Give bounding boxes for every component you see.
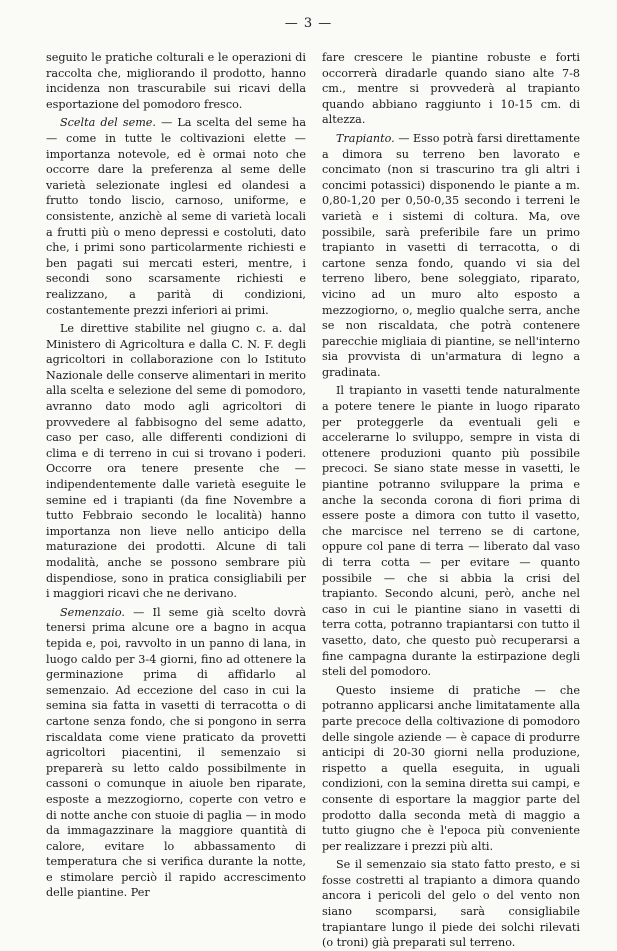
paragraph-early-seedbed: Se il semenzaio sia stato fatto presto, e si fosse costretti al trapianto a dimora quando ancora i pericoli del gelo o del vento non siano scomparsi, sarà consigliabile trapiantare lungo il piede dei solchi rilevati (o troni) già preparati sul terreno. [322,858,580,950]
paragraph-pot-transplant: Il trapianto in vasetti tende naturalmente a potere tenere le piante in luogo riparato per proteggerle da eventuali geli e accelerarne lo sviluppo, sempre in vista di ottenere produzioni quanto più possibile precoci. Se siano state messe in vasetti, le piantine potranno sviluppare la prima e anche la seconda corona di fiori prima di essere poste a dimora con tutto il vasetto, che marcisce nel terreno se di cartone, oppure col pane di terra — liberato dal vaso di terra cotta — per evitare — quanto possibile — che si abbia la crisi del trapianto. Secondo alcuni, però, anche nel caso in cui le piantine siano in vasetti di terra cotta, potranno trapiantarsi con tutto il vasetto, dato, che questo può recuperarsi a fine campagna durante la estirpazione degli steli del pomodoro. [322,384,580,679]
paragraph-intro-continued: seguito le pratiche colturali e le operazioni di raccolta che, migliorando il prodotto, hanno incidenza non trascurabile sui ricavi della esportazione del pomodoro fresco. [46,51,306,111]
paragraph-seedbed-continued: fare crescere le piantine robuste e forti occorrerà diradarle quando siano alte 7-8 cm., mentre si provvederà al trapianto quando abbiano raggiunto i 10-15 cm. di altezza. [322,51,580,127]
paragraph-seedbed [46,605,306,901]
paragraph-transplant [322,131,580,381]
heading-seedbed: Semenzaio. [60,605,125,619]
text-seed-choice: — La scelta del seme ha — come in tutte le coltivazioni elette — importanza notevole, ed è ormai noto che occorre dare la preferenza al seme delle varietà selezionate inglesi ed olandesi a frutto tondo liscio, carnoso, uniforme, e consistente, anzichè al seme di varietà locali a frutti più o meno depressi e costoluti, dato che, i primi sono particolarmente richiesti e ben pagati sui mercati esteri, mentre, i secondi sono scarsamente richiesti e realizzano, a parità di condizioni, costantemente prezzi inferiori ai primi. [46,116,306,317]
heading-transplant: Trapianto. [336,131,395,145]
text-seedbed: — Il seme già scelto dovrà tenersi prima alcune ore a bagno in acqua tepida e, poi, ravvolto in un panno di lana, in luogo caldo per 3-4 giorni, fino ad ottenere la germinazione prima di affidarlo al semenzaio. Ad eccezione del caso in cui la semina sia fatta in vasetti di terracotta o di cartone senza fondo, che si pongono in serra riscaldata come viene praticato da provetti agricoltori piacentini, il semenzaio si preparerà su letto caldo possibilmente in cassoni o comunque in aiuole ben riparate, esposte a mezzogiorno, coperte con vetro e di notte anche con stuoie di paglia — in modo da immagazzinare la maggiore quantità di calore, evitare lo abbassamento di temperatura che si verifica durante la notte, e stimolare perciò il rapido accrescimento delle piantine. Per [46,605,306,900]
heading-seed-choice: Scelta del seme. [60,116,156,130]
text-transplant: — Esso potrà farsi direttamente a dimora su terreno ben lavorato e concimato (non si trascurino tra gli altri i concimi potassici) disponendo le piante a m. 0,80-1,20 per 0,50-0,35 secondo i terreni le varietà e i sistemi di coltura. Ma, ove possibile, sarà preferibile fare un primo trapianto in vasetti di terracotta, o di cartone senza fondo, quando vi sia del terreno libero, bene soleggiato, riparato, vicino ad un muro alto esposto a mezzogiorno, o, meglio qualche serra, anche se non riscaldata, che potrà contenere parecchie migliaia di piantine, se nell'interno sia provvista di un'armatura di legno a gradinata. [322,131,580,379]
page-number: — 3 — [284,16,333,31]
paragraph-directives: Le direttive stabilite nel giugno c. a. dal Ministero di Agricoltura e dalla C. N. F. degli agricoltori in collaborazione con lo Istituto Nazionale delle conserve alimentari in merito alla scelta e selezione del seme di pomodoro, avranno dato modo agli agricoltori di provvedere al fabbisogno del seme adatto, caso per caso, alle differenti condizioni di clima e di terreno in cui si trovano i poderi. Occorre ora tenere presente che — indipendentemente dalle varietà eseguite le semine ed i trapianti (da fine Novembre a tutto Febbraio secondo le località) hanno importanza non lieve nello anticipo della maturazione dei prodotti. Alcune di tali modalità, anche se possono sembrare più dispendiose, sono in pratica consigliabili per i maggiori ricavi che ne derivano. [46,322,306,601]
paragraph-seed-choice [46,115,306,318]
right-column [322,50,580,951]
left-column [46,50,306,901]
paragraph-practices: Questo insieme di pratiche — che potranno applicarsi anche limitatamente alla parte precoce della coltivazione di pomodoro delle singole aziende — è capace di produrre anticipi di 20-30 giorni nella produzione, rispetto a quella eseguita, in uguali condizioni, con la semina diretta sui campi, e consente di esportare la maggior parte del prodotto dalla seconda metà di maggio a tutto giugno che è l'epoca più conveniente per realizzare i prezzi più alti. [322,683,580,853]
